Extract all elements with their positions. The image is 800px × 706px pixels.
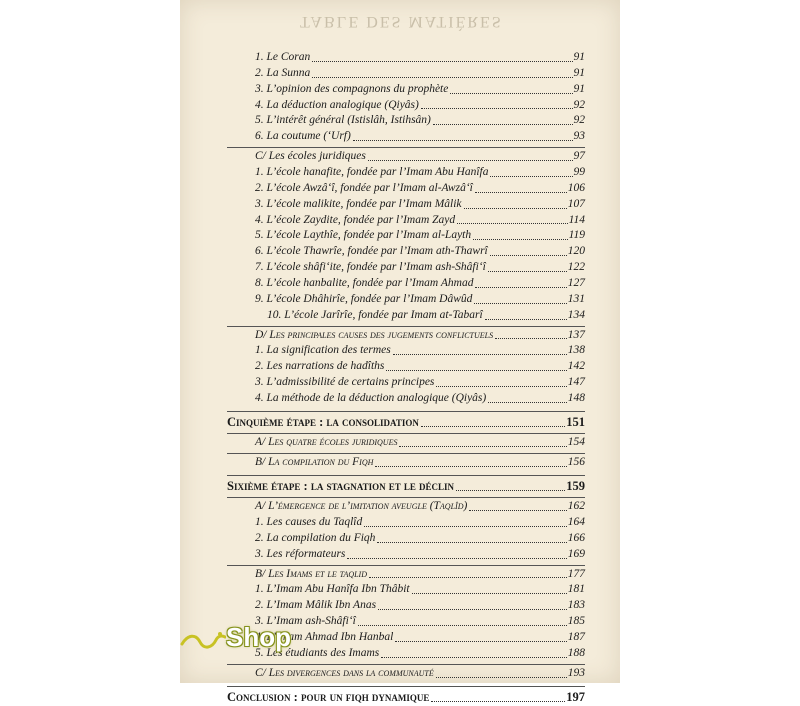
toc-entry: 5. L’intérêt général (Istislâh, Istihsân) 92	[255, 114, 585, 127]
toc-entry: 9. L’école Dhâhirîe, fondée par l’Imam Dâwûd 131	[255, 292, 585, 305]
toc-entry: 5. Les étudiants des Imams 188	[255, 646, 585, 659]
toc-entry: 1. Les causes du Taqlîd 164	[255, 515, 585, 528]
toc-entry: 2. La Sunna 91	[255, 66, 585, 79]
toc-entry: 1. L’Imam Abu Hanîfa Ibn Thâbit 181	[255, 583, 585, 596]
toc-entry: 2. Les narrations de hadîths 142	[255, 360, 585, 373]
toc-entry: 1. La signification des termes 138	[255, 344, 585, 357]
toc-subsection: C/ Les écoles juridiques 97	[227, 147, 585, 165]
toc-entry: 3. L’admissibilité de certains principes 147	[255, 376, 585, 389]
toc-subsection: B/ Les Imams et le taqlid 177	[227, 565, 585, 583]
toc-entry: 6. La coutume (‘Urf) 93	[255, 130, 585, 143]
toc-entry: 8. L’école hanbalite, fondée par l’Imam Ahmad 127	[255, 277, 585, 290]
bleed-through-heading: TABLE DES MATIÈRES	[300, 13, 503, 30]
toc-subsection: A/ L’émergence de l’imitation aveugle (Taqlîd) 162	[227, 497, 585, 515]
toc-entry: 5. L’école Laythîe, fondée par l’Imam al-Layth 119	[255, 229, 585, 242]
toc-entry: 2. La compilation du Fiqh 166	[255, 531, 585, 544]
toc-entry: 4. L’Imam Ahmad Ibn Hanbal 187	[255, 631, 585, 643]
toc-subsection: B/ La compilation du Fiqh 156	[227, 453, 585, 471]
toc-entry: 1. Le Coran 91	[255, 51, 585, 63]
toc-section: Conclusion : pour un fiqh dynamique 197	[227, 686, 585, 706]
toc-entry: 1. L’école hanafite, fondée par l’Imam Abu Hanîfa 99	[255, 166, 585, 179]
toc-entry: 6. L’école Thawrîe, fondée par l’Imam ath-Thawrî 120	[255, 245, 585, 258]
toc-subsection: A/ Les quatre écoles juridiques 154	[227, 433, 585, 451]
toc-entry: 4. L’école Zaydite, fondée par l’Imam Zayd 114	[255, 213, 585, 226]
toc-entry: 2. L’école Awzâ‘î, fondée par l’Imam al-Awzâ‘î 106	[255, 181, 585, 194]
toc-section: Sixième étape : la stagnation et le déclin 159	[227, 475, 585, 495]
toc-entry: 7. L’école shâfi‘ite, fondée par l’Imam ash-Shâfi‘î 122	[255, 261, 585, 274]
table-of-contents	[227, 50, 585, 706]
toc-entry: 3. Les réformateurs 169	[255, 547, 585, 560]
toc-entry: 10. L’école Jarîrîe, fondée par Imam at-Tabarî 134	[267, 308, 585, 321]
shop-logo-text: Shop	[226, 622, 291, 652]
toc-entry: 3. L’école malikite, fondée par l’Imam Mâlik 107	[255, 197, 585, 210]
toc-entry: 2. L’Imam Mâlik Ibn Anas 183	[255, 599, 585, 612]
swirl-icon	[180, 630, 226, 652]
toc-entry: 4. La méthode de la déduction analogique (Qiyâs) 148	[255, 392, 585, 405]
toc-section: Cinquième étape : la consolidation 151	[227, 411, 585, 431]
toc-subsection: D/ Les principales causes des jugements conflictuels 137	[227, 326, 585, 344]
toc-entry: 3. L’opinion des compagnons du prophète 91	[255, 82, 585, 95]
toc-entry: 4. La déduction analogique (Qiyâs) 92	[255, 98, 585, 111]
toc-subsection: C/ Les divergences dans la communauté 193	[227, 664, 585, 682]
toc-entry: 3. L’Imam ash-Shâfi‘î 185	[255, 615, 585, 628]
